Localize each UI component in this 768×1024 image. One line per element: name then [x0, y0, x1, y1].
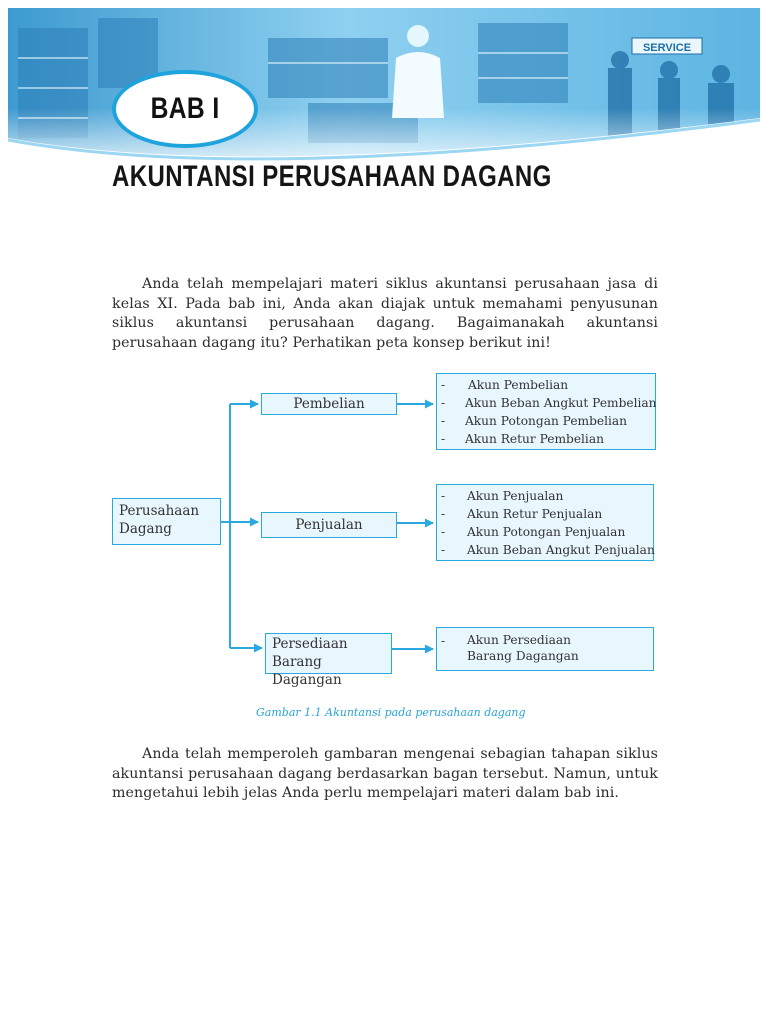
bullet-dash: - [441, 489, 446, 503]
accounts-box-penjualan [436, 484, 654, 561]
account-name: Akun Pembelian [468, 378, 569, 392]
branch-label: Barang Dagangan [272, 654, 342, 688]
chapter-title: AKUNTANSI PERUSAHAAN DAGANG [112, 160, 552, 193]
account-item [441, 412, 651, 430]
concept-root-box [112, 498, 221, 545]
account-name: Akun Potongan Penjualan [467, 525, 626, 539]
branch-box-penjualan [261, 512, 397, 538]
branch-box-pembelian [261, 393, 397, 415]
account-item [441, 523, 649, 541]
figure-caption: Gambar 1.1 Akuntansi pada perusahaan dagang [256, 706, 526, 719]
concept-root-line: Perusahaan [119, 503, 200, 519]
bullet-dash: - [441, 378, 446, 392]
branch-label: Persediaan [272, 636, 348, 652]
bullet-dash: - [441, 414, 446, 428]
account-name: Akun Persediaan Barang Dagangan [467, 633, 579, 663]
account-item [441, 505, 649, 523]
chapter-badge [112, 70, 258, 148]
accounts-box-pembelian [436, 373, 656, 450]
account-name: Akun Retur Penjualan [467, 507, 603, 521]
account-item [441, 541, 655, 559]
account-item [441, 430, 651, 448]
account-name: Akun Potongan Pembelian [465, 414, 628, 428]
intro-paragraph: Anda telah mempelajari materi siklus akuntansi perusahaan jasa di kelas XI. Pada bab ini, Anda akan diajak untuk memahami penyusunan siklus akuntansi perusahaan dagang. Bagaimanakah akuntansi perusahaan dagang itu? Perhatikan peta konsep berikut ini! [112, 276, 658, 351]
branch-label: Penjualan [295, 517, 363, 533]
account-name: Akun Beban Angkut Penjualan [467, 543, 655, 557]
closing-paragraph: Anda telah memperoleh gambaran mengenai sebagian tahapan siklus akuntansi perusahaan dagang berdasarkan bagan tersebut. Namun, untuk mengetahui lebih jelas Anda perlu mempelajari materi dalam bab ini. [112, 746, 658, 801]
branch-box-persediaan [265, 633, 392, 688]
account-name: Akun Retur Pembelian [465, 432, 604, 446]
concept-root-line: Dagang [119, 521, 172, 537]
account-item [441, 376, 651, 394]
bullet-dash: - [441, 432, 446, 446]
branch-label: Pembelian [293, 396, 365, 412]
bullet-dash: - [441, 525, 446, 539]
account-item [441, 487, 649, 505]
bullet-dash: - [441, 507, 446, 521]
account-item [441, 394, 657, 412]
chapter-number: BAB I [150, 92, 220, 125]
account-name: Akun Penjualan [467, 489, 564, 503]
account-name: Akun Beban Angkut Pembelian [465, 396, 657, 410]
account-item [441, 632, 649, 664]
store-sign-text: SERVICE [642, 42, 692, 54]
bullet-dash: - [441, 543, 446, 557]
bullet-dash: - [441, 396, 446, 410]
accounts-box-persediaan [436, 627, 654, 671]
bullet-dash: - [441, 634, 446, 648]
